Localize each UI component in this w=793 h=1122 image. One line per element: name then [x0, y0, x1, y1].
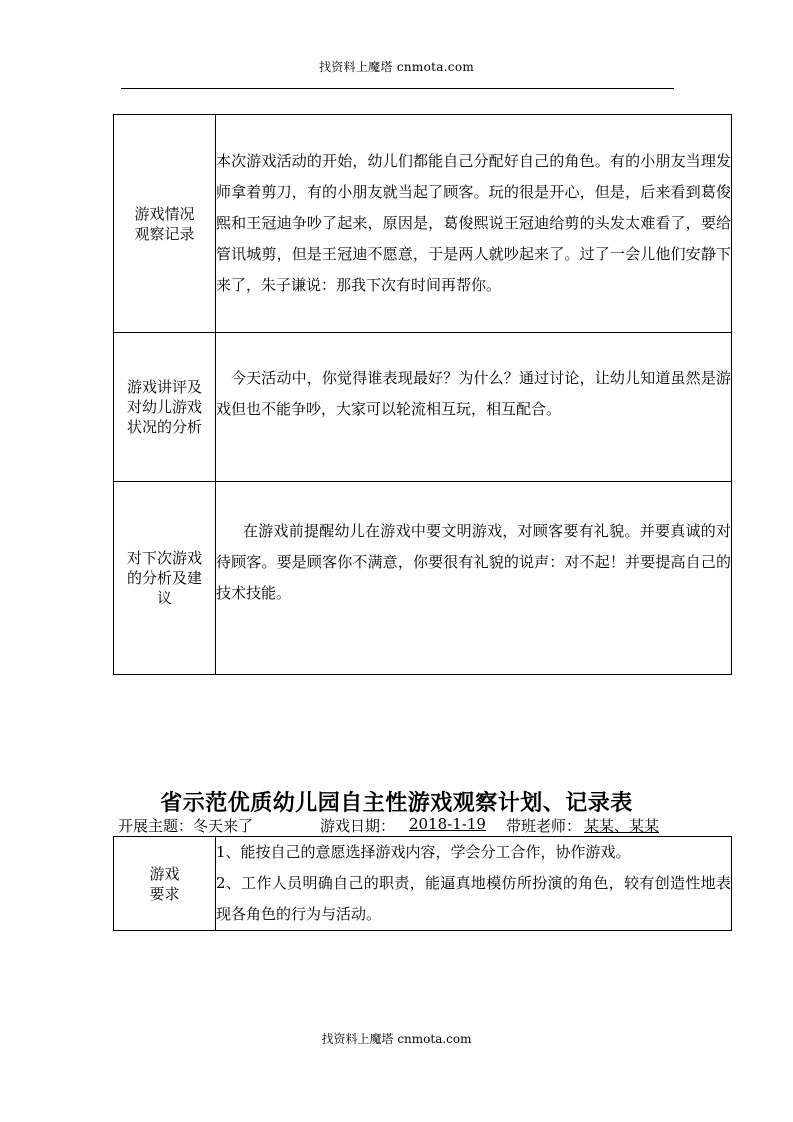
row-content: 本次游戏活动的开始，幼儿们都能自己分配好自己的角色。有的小朋友当理发师拿着剪刀，有的小朋友就当起了顾客。玩的很是开心，但是，后来看到葛俊熙和王冠迪争吵了起来，原因是，葛俊熙说王冠迪给剪的头发太难看了，要给管讯城剪，但是王冠迪不愿意，于是两人就吵起来了。过了一会儿他们安静下来了，朱子谦说：那我下次有时间再帮你。: [216, 115, 732, 333]
row-label: 对下次游戏的分析及建议: [114, 482, 216, 675]
row-label: 游戏情况观察记录: [114, 115, 216, 333]
row-label: 游戏讲评及对幼儿游戏状况的分析: [114, 333, 216, 482]
row-label: 游戏要求: [114, 837, 216, 931]
teacher-value: 某某、某某: [584, 817, 660, 835]
theme-label: 开展主题：冬天来了: [118, 817, 254, 835]
table-row: [114, 837, 732, 931]
observation-table: [113, 114, 732, 675]
page-footer: 找资料上魔塔 cnmota.com: [321, 1032, 472, 1046]
form-title: 省示范优质幼儿园自主性游戏观察计划、记录表: [160, 790, 633, 816]
header-divider: [121, 88, 674, 89]
row-content: 1、能按自己的意愿选择游戏内容，学会分工合作，协作游戏。 2、工作人员明确自己的职责，能逼真地模仿所扮演的角色，较有创造性地表现各角色的行为与活动。: [216, 837, 732, 931]
row-content: 在游戏前提醒幼儿在游戏中要文明游戏，对顾客要有礼貌。并要真诚的对待顾客。要是顾客你不满意，你要很有礼貌的说声：对不起！并要提高自己的技术技能。: [216, 482, 732, 675]
table-row: [114, 115, 732, 333]
teacher-label: 带班老师：: [506, 817, 582, 835]
page-header: 找资料上魔塔 cnmota.com: [318, 60, 475, 74]
table-row: [114, 333, 732, 482]
date-value: 2018-1-19: [409, 815, 486, 833]
requirements-table: [113, 836, 732, 931]
table-row: [114, 482, 732, 675]
date-label: 游戏日期：: [320, 817, 396, 835]
row-content: 今天活动中，你觉得谁表现最好？为什么？通过讨论，让幼儿知道虽然是游戏但也不能争吵，大家可以轮流相互玩，相互配合。: [216, 333, 732, 482]
